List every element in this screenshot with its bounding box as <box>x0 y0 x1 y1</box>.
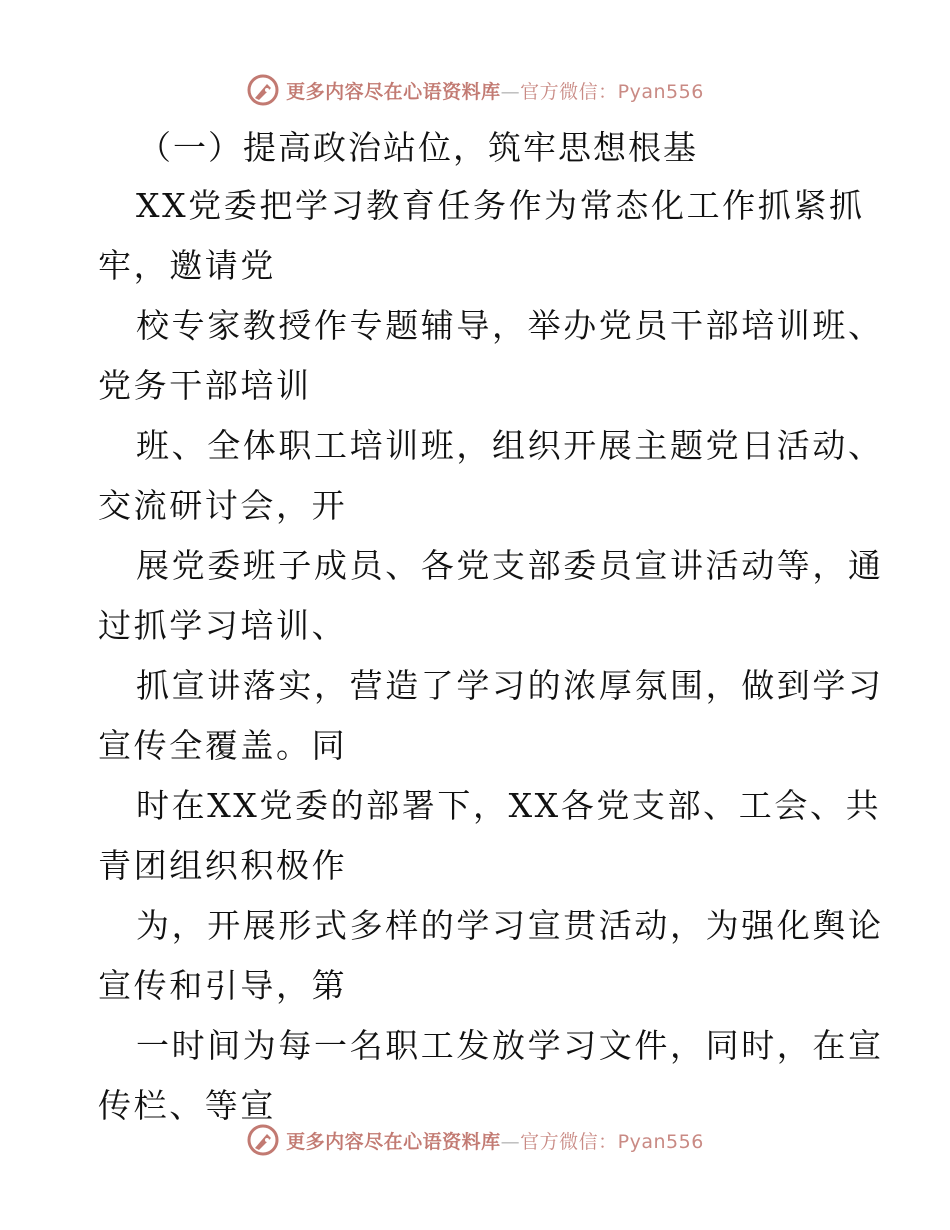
paragraph-line: 过抓学习培训、 <box>98 606 348 645</box>
section-heading: （一）提高政治站位，筑牢思想根基 <box>138 128 698 167</box>
document-body <box>98 120 884 1136</box>
header-watermark-wechat: 官方微信：Pyan556 <box>520 80 704 103</box>
pen-nib-logo-icon <box>246 1123 280 1157</box>
paragraph-line: 班、全体职工培训班，组织开展主题党日活动、 <box>136 426 884 465</box>
header-watermark <box>0 70 950 110</box>
paragraph-line: 抓宣讲落实，营造了学习的浓厚氛围，做到学习 <box>136 666 884 705</box>
paragraph-line: 交流研讨会，开 <box>98 486 348 525</box>
header-watermark-main: 更多内容尽在心语资料库 <box>286 80 501 103</box>
footer-watermark-dash: — <box>500 1130 521 1153</box>
paragraph-line: 牢，邀请党 <box>98 246 276 285</box>
paragraph-line: 宣传和引导，第 <box>98 966 348 1005</box>
footer-watermark-main: 更多内容尽在心语资料库 <box>286 1130 501 1153</box>
paragraph-line: 宣传全覆盖。同 <box>98 726 348 765</box>
header-watermark-dash: — <box>500 80 521 103</box>
paragraph-line: XX党委把学习教育任务作为常态化工作抓紧抓 <box>136 186 865 225</box>
paragraph-line: 一时间为每一名职工发放学习文件，同时，在宣 <box>136 1026 884 1065</box>
footer-watermark-wechat: 官方微信：Pyan556 <box>520 1130 704 1153</box>
pen-nib-logo-icon <box>246 73 280 107</box>
paragraph-line: 时在XX党委的部署下，XX各党支部、工会、共 <box>136 786 882 825</box>
paragraph-line: 传栏、等宣 <box>98 1086 276 1125</box>
paragraph-line: 青团组织积极作 <box>98 846 348 885</box>
header-watermark-text <box>286 77 704 104</box>
footer-watermark <box>0 1120 950 1160</box>
paragraph-line: 展党委班子成员、各党支部委员宣讲活动等，通 <box>136 546 884 585</box>
paragraph-line: 校专家教授作专题辅导，举办党员干部培训班、 <box>136 306 884 345</box>
paragraph-line: 为，开展形式多样的学习宣贯活动，为强化舆论 <box>136 906 884 945</box>
footer-watermark-text <box>286 1127 704 1154</box>
paragraph-line: 党务干部培训 <box>98 366 312 405</box>
